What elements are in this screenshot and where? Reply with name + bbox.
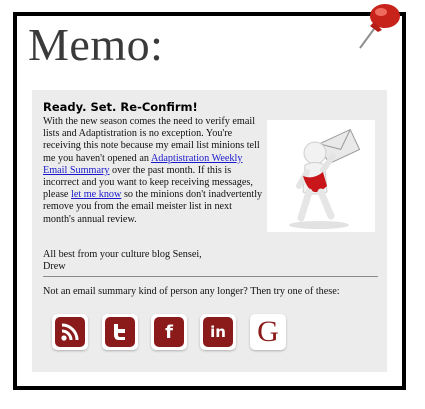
memo-headline: Ready. Set. Re-Confirm! — [43, 100, 198, 114]
memo-body — [43, 116, 265, 226]
signoff-name: Drew — [43, 261, 66, 272]
rss-button[interactable] — [52, 314, 88, 350]
body-text-3: so the minions don't inadvertently remove you from the email meister list in next month's annual review. — [43, 189, 263, 225]
twitter-button[interactable] — [102, 314, 138, 350]
memo-title: Memo: — [28, 19, 164, 70]
push-pin-icon — [352, 0, 404, 56]
facebook-icon: f — [154, 317, 184, 347]
linkedin-icon: in — [203, 317, 233, 347]
let-me-know-link[interactable]: let me know — [71, 189, 122, 201]
twitter-icon — [105, 317, 135, 347]
signoff — [43, 249, 202, 273]
alternatives-prompt: Not an email summary kind of person any longer? Then try one of these: — [43, 286, 340, 297]
signoff-line: All best from your culture blog Sensei, — [43, 249, 202, 260]
google-icon: G — [257, 315, 279, 348]
body-text-2: over the past month. If this is incorrect and you want to keep receiving messages, please — [43, 164, 253, 201]
google-button[interactable] — [250, 314, 286, 350]
envelope-courier-illustration — [267, 120, 375, 232]
facebook-button[interactable] — [151, 314, 187, 350]
rss-icon — [55, 317, 85, 347]
linkedin-button[interactable] — [200, 314, 236, 350]
body-text-1: With the new season comes the need to verify email lists and Adaptistration is no exception. You're receiving this note because my email list minions tell me you haven't opened an — [43, 116, 260, 164]
email-summary-link[interactable]: Adaptistration Weekly Email Summary — [43, 152, 243, 176]
divider — [43, 276, 378, 277]
